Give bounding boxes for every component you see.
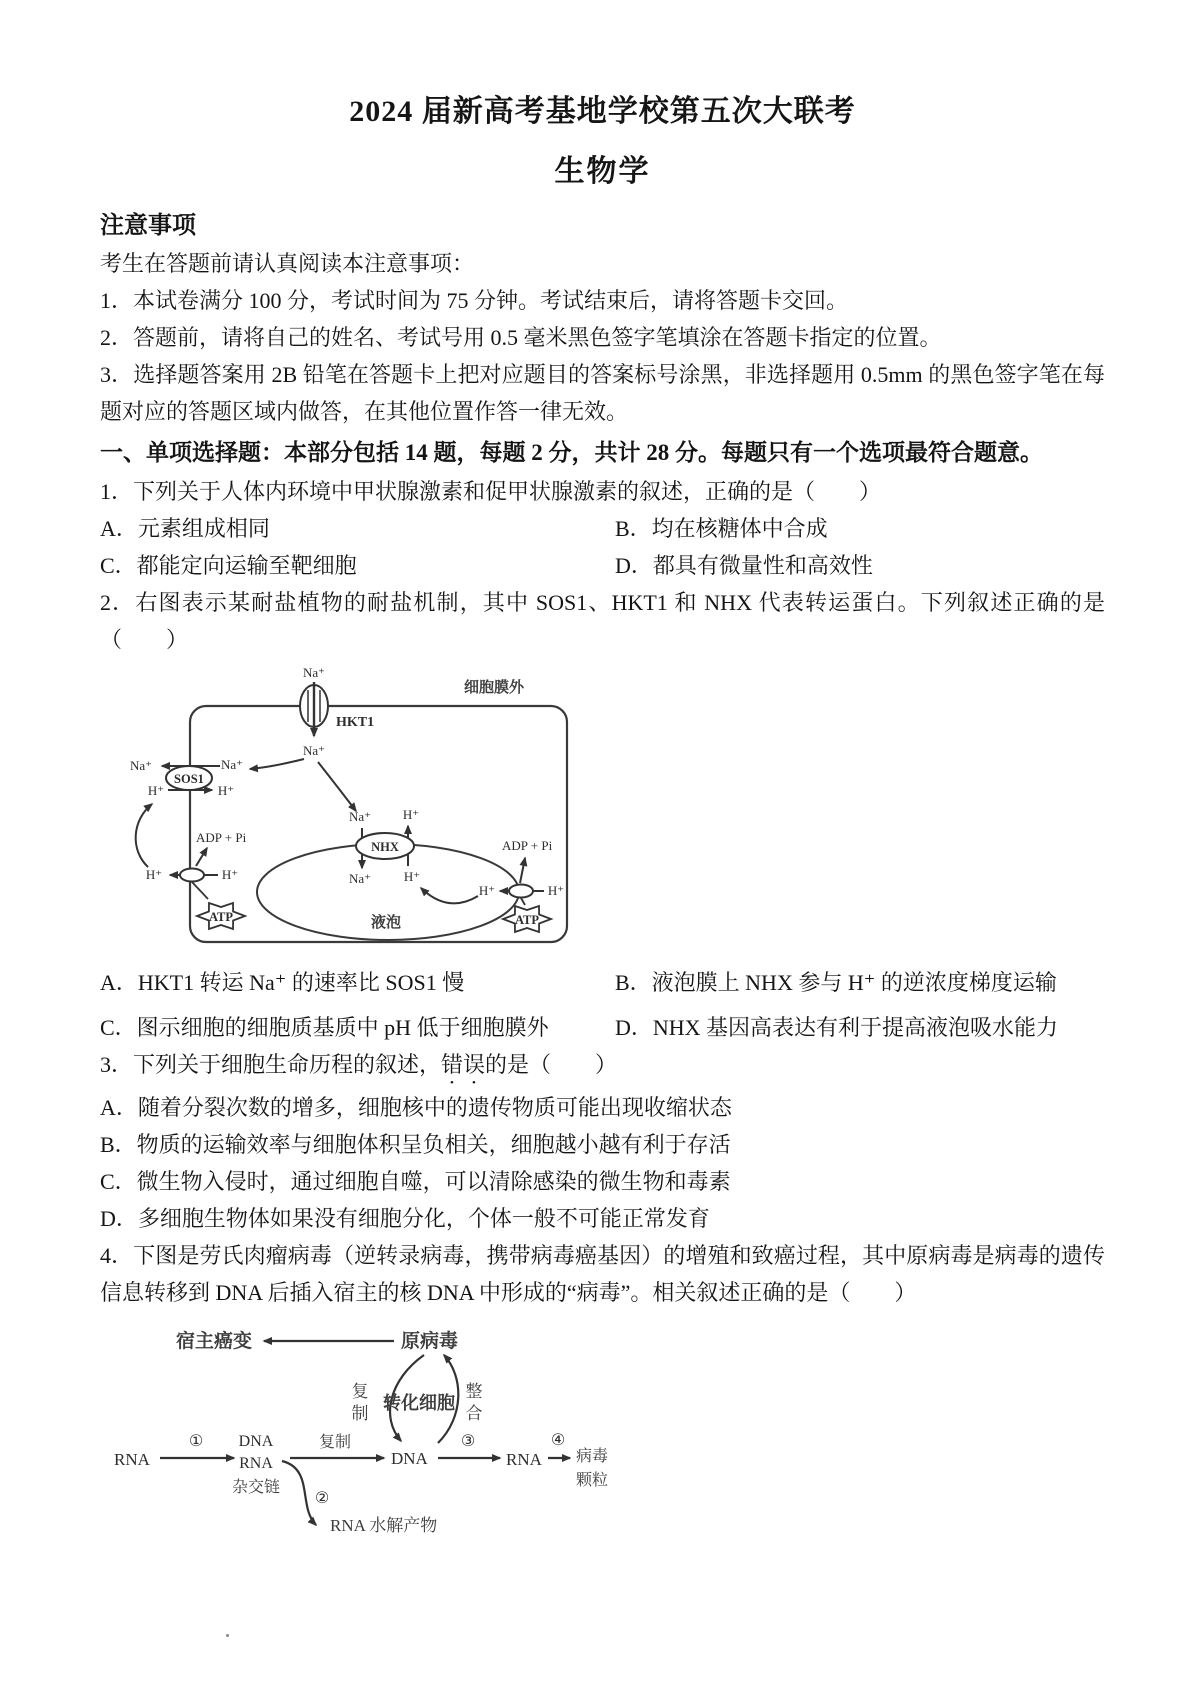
exam-content <box>100 0 1105 1550</box>
transformed-cell-label: 转化细胞 <box>383 1393 455 1413</box>
na-ion-label: Na⁺ <box>302 743 326 758</box>
notice-item-3: 3．选择题答案用 2B 铅笔在答题卡上把对应题目的答案标号涂黑，非选择题用 0.5mm 的黑色签字笔在每题对应的答题区域内做答，在其他位置作答一律无效。 <box>100 362 1105 424</box>
na-to-nhx-arrow <box>318 762 356 811</box>
replicate-label-char2: 制 <box>351 1404 369 1423</box>
h-ion-label: H⁺ <box>221 867 239 882</box>
copy-label: 复制 <box>319 1434 352 1451</box>
sos1-transporter-icon <box>162 766 220 790</box>
question-3-stem-emphasis: 错误 <box>441 1052 486 1077</box>
na-ion-label: Na⁺ <box>129 758 153 773</box>
proton-pump-left-icon <box>170 848 218 899</box>
atp-label: ATP <box>514 913 540 927</box>
cell-membrane-outline <box>190 706 567 942</box>
h-ion-label: H⁺ <box>145 867 163 882</box>
question-2-option-c: C．图示细胞的细胞质基质中 pH 低于细胞膜外 <box>100 1015 549 1040</box>
integrate-label-char1: 整 <box>465 1382 483 1401</box>
hkt1-label: HKT1 <box>336 715 375 730</box>
vacuole-label: 液泡 <box>370 915 402 931</box>
host-cancer-label: 宿主癌变 <box>176 1331 253 1352</box>
notice-item-2: 2．答题前，请将自己的姓名、考试号用 0.5 毫米黑色签字笔填涂在答题卡指定的位置。 <box>100 325 942 350</box>
question-1-option-b: B．均在核糖体中合成 <box>615 516 828 541</box>
question-2-option-a: A．HKT1 转运 Na⁺ 的速率比 SOS1 慢 <box>100 970 465 995</box>
question-2-stem: 2．右图表示某耐盐植物的耐盐机制，其中 SOS1、HKT1 和 NHX 代表转运蛋白。下列叙述正确的是（ ） <box>100 590 1105 652</box>
h-gradient-arrow-left <box>136 804 152 867</box>
retrovirus-process-diagram <box>106 1315 726 1550</box>
outside-membrane-label: 细胞膜外 <box>463 680 525 696</box>
salt-tolerance-diagram <box>114 662 574 952</box>
integrate-label-char2: 合 <box>465 1404 483 1423</box>
h-gradient-arrow-vacuole <box>421 888 478 903</box>
question-4-stem: 4．下图是劳氏肉瘤病毒（逆转录病毒，携带病毒癌基因）的增殖和致癌过程，其中原病毒是病毒的遗传信息转移到 DNA 后插入宿主的核 DNA 中形成的“病毒”。相关叙述正确的是（ ） <box>100 1243 1105 1305</box>
question-1-stem: 1．下列关于人体内环境中甲状腺激素和促甲状腺激素的叙述，正确的是（ ） <box>100 479 882 504</box>
na-ion-label: Na⁺ <box>348 809 372 824</box>
question-1-option-a: A．元素组成相同 <box>100 516 270 541</box>
na-ion-label: Na⁺ <box>220 757 244 772</box>
rna-label: RNA <box>114 1450 150 1469</box>
h-ion-label: H⁺ <box>478 883 496 898</box>
question-1 <box>100 473 1105 584</box>
notice-item-1: 1．本试卷满分 100 分，考试时间为 75 分钟。考试结束后，请将答题卡交回。 <box>100 288 849 313</box>
question-3-stem-pre: 3．下列关于细胞生命历程的叙述， <box>100 1052 442 1077</box>
atp-label: ATP <box>208 910 234 924</box>
exam-title: 2024 届新高考基地学校第五次大联考 <box>349 95 856 128</box>
exam-subject: 生物学 <box>554 155 651 188</box>
question-1-options-ab <box>100 510 1105 547</box>
na-ion-label: Na⁺ <box>348 871 372 886</box>
atp-burst-left-icon <box>197 903 245 929</box>
question-4-figure <box>106 1315 1105 1550</box>
question-2-option-d: D．NHX 基因高表达有利于提高液泡吸水能力 <box>615 1015 1059 1040</box>
question-3-stem-post: 的是（ ） <box>485 1052 618 1077</box>
step2-circled-number: ② <box>314 1490 330 1507</box>
sos1-label: SOS1 <box>174 772 204 786</box>
question-3-option-a: A．随着分裂次数的增多，细胞核中的遗传物质可能出现收缩状态 <box>100 1095 732 1120</box>
adp-pi-label: ADP + Pi <box>502 838 553 853</box>
question-3-option-c: C．微生物入侵时，通过细胞自噬，可以清除感染的微生物和毒素 <box>100 1169 731 1194</box>
rna-label: RNA <box>506 1450 542 1469</box>
hybrid-line1: DNA <box>238 1433 274 1450</box>
h-ion-label: H⁺ <box>547 883 565 898</box>
question-1-option-d: D．都具有微量性和高效性 <box>615 553 873 578</box>
question-3-option-d: D．多细胞生物体如果没有细胞分化，个体一般不可能正常发育 <box>100 1206 710 1231</box>
replicate-label-char1: 复 <box>351 1382 369 1401</box>
hkt1-channel-icon <box>300 682 328 736</box>
notice-block <box>100 208 1105 430</box>
hybrid-line3: 杂交链 <box>231 1479 281 1496</box>
step1-circled-number: ① <box>188 1433 204 1450</box>
section-heading: 一、单项选择题：本部分包括 14 题，每题 2 分，共计 28 分。每题只有一个选项最符合题意。 <box>100 440 1043 465</box>
question-2-options-cd <box>100 1009 1105 1046</box>
h-ion-label: H⁺ <box>217 783 235 798</box>
hybrid-line2: RNA <box>239 1455 273 1472</box>
h-ion-label: H⁺ <box>402 807 420 822</box>
notice-intro: 考生在答题前请认真阅读本注意事项： <box>100 251 475 276</box>
virus-particle-line1: 病毒 <box>576 1448 609 1465</box>
question-1-option-c: C．都能定向运输至靶细胞 <box>100 553 357 578</box>
virus-particle-line2: 颗粒 <box>576 1472 609 1489</box>
h-ion-label: H⁺ <box>403 869 421 884</box>
dna-label: DNA <box>391 1449 428 1468</box>
question-3 <box>100 1046 1105 1237</box>
question-2-options-ab <box>100 964 1105 1001</box>
adp-pi-label: ADP + Pi <box>196 830 247 845</box>
step4-circled-number: ④ <box>550 1432 566 1449</box>
na-to-sos1-arrow <box>250 759 304 769</box>
proton-pump-right-icon <box>500 858 544 905</box>
question-4 <box>100 1237 1105 1550</box>
question-2-option-b: B．液泡膜上 NHX 参与 H⁺ 的逆浓度梯度运输 <box>615 970 1057 995</box>
question-2 <box>100 584 1105 1046</box>
question-3-option-b: B．物质的运输效率与细胞体积呈负相关，细胞越小越有利于存活 <box>100 1132 731 1157</box>
question-2-figure <box>114 662 1105 952</box>
rna-hydrolysis-label: RNA 水解产物 <box>330 1516 438 1535</box>
step3-circled-number: ③ <box>460 1433 476 1450</box>
scan-artifact-dot <box>226 1634 229 1637</box>
question-3-stem <box>100 1046 1105 1089</box>
step2-branch-arrow <box>282 1461 316 1525</box>
na-ion-label: Na⁺ <box>302 665 326 680</box>
provirus-label: 原病毒 <box>401 1331 459 1352</box>
notice-heading: 注意事项 <box>100 213 196 239</box>
question-1-options-cd <box>100 547 1105 584</box>
h-ion-label: H⁺ <box>147 783 165 798</box>
nhx-label: NHX <box>371 840 399 854</box>
nhx-transporter-icon <box>356 826 414 868</box>
